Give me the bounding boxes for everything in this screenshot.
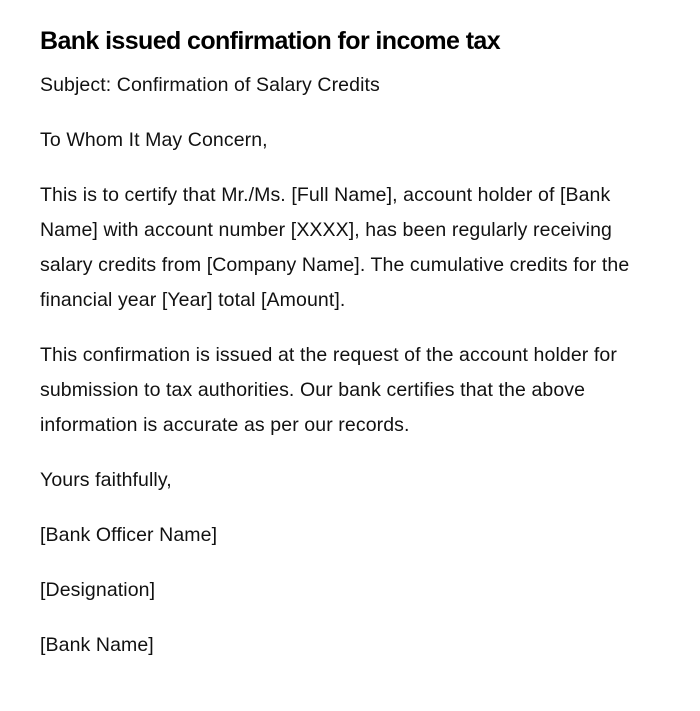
subject-line: Subject: Confirmation of Salary Credits: [40, 74, 380, 96]
closing-line: Yours faithfully,: [40, 469, 172, 491]
signature-bank-name: [Bank Name]: [40, 634, 154, 656]
document-title: Bank issued confirmation for income tax: [40, 27, 501, 55]
body-paragraph-certification: This is to certify that Mr./Ms. [Full Name], account holder of [Bank Name] with account number [XXXX], has been regularly receiving salary credits from [Company Name]. The cumulative credits for the financial year [Year] total [Amount].: [40, 184, 630, 311]
body-paragraph-purpose: This confirmation is issued at the request of the account holder for submission to tax authorities. Our bank certifies that the above information is accurate as per our records.: [40, 344, 617, 436]
signature-officer-name: [Bank Officer Name]: [40, 524, 218, 546]
signature-designation: [Designation]: [40, 579, 156, 601]
salutation: To Whom It May Concern,: [40, 129, 268, 151]
